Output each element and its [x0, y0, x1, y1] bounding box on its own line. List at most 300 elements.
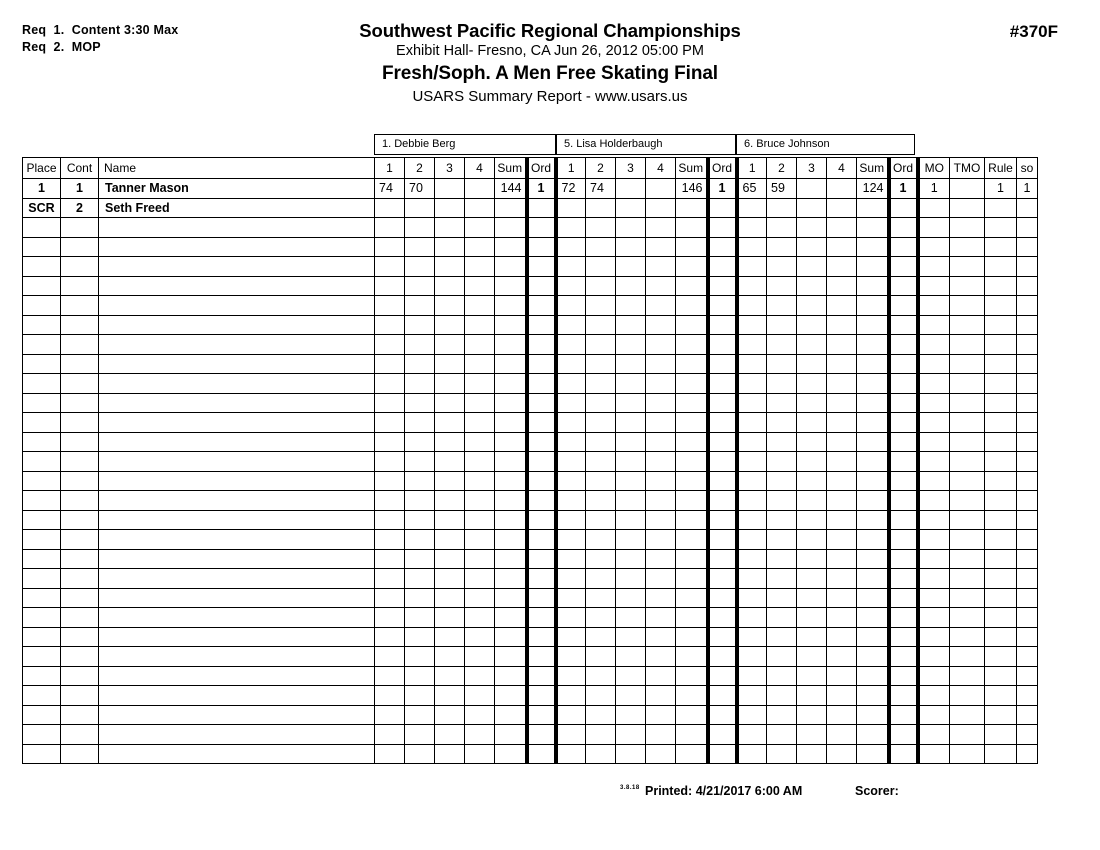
cell-name: [99, 725, 375, 745]
cell-j3-score-2: [767, 705, 797, 725]
cell-j1-ord: [527, 257, 556, 277]
cell-so: [1017, 374, 1038, 394]
cell-j2-score-2: [586, 510, 616, 530]
cell-j1-ord: [527, 198, 556, 218]
cell-j1-sum: [495, 705, 527, 725]
cell-j3-score-1: [737, 413, 767, 433]
cell-j1-sum: [495, 315, 527, 335]
cell-j1-score-1: [375, 374, 405, 394]
cell-j1-ord: [527, 549, 556, 569]
cell-j3-score-2: [767, 530, 797, 550]
cell-j2-score-1: [556, 666, 586, 686]
cell-j1-score-2: [405, 627, 435, 647]
cell-j1-score-2: [405, 276, 435, 296]
cell-j3-sum: [857, 276, 889, 296]
cell-j1-score-3: [435, 569, 465, 589]
cell-name: [99, 549, 375, 569]
cell-name: [99, 452, 375, 472]
cell-j1-score-3: [435, 218, 465, 238]
cell-so: [1017, 471, 1038, 491]
cell-j1-score-3: [435, 393, 465, 413]
cell-tmo: [950, 627, 985, 647]
cell-j2-sum: [676, 257, 708, 277]
table-row: [23, 198, 1038, 218]
cell-j1-score-1: 74: [375, 179, 405, 199]
cell-mo: [918, 686, 950, 706]
table-row-blank: [23, 705, 1038, 725]
cell-j1-ord: [527, 647, 556, 667]
cell-rule: [985, 686, 1017, 706]
cell-j1-score-3: [435, 744, 465, 764]
cell-j2-sum: [676, 296, 708, 316]
cell-j1-score-1: [375, 452, 405, 472]
cell-j3-score-1: [737, 725, 767, 745]
cell-j2-score-1: [556, 491, 586, 511]
cell-j1-score-1: [375, 354, 405, 374]
cell-j1-sum: [495, 530, 527, 550]
col-header-j3-2: 2: [767, 158, 797, 179]
cell-j3-score-4: [827, 237, 857, 257]
cell-j2-score-3: [616, 218, 646, 238]
cell-j3-score-2: [767, 393, 797, 413]
judge-header-3: 6. Bruce Johnson: [736, 134, 915, 155]
cell-place: [23, 627, 61, 647]
cell-j1-score-4: [465, 374, 495, 394]
cell-j3-score-3: [797, 257, 827, 277]
cell-j1-score-1: [375, 432, 405, 452]
cell-j1-score-1: [375, 588, 405, 608]
cell-j2-sum: [676, 647, 708, 667]
cell-mo: [918, 335, 950, 355]
cell-j2-score-1: [556, 393, 586, 413]
cell-j3-ord: [889, 354, 918, 374]
cell-tmo: [950, 354, 985, 374]
table-row-blank: [23, 647, 1038, 667]
cell-j2-ord: [708, 237, 737, 257]
cell-rule: [985, 725, 1017, 745]
cell-j3-ord: [889, 335, 918, 355]
cell-j2-score-3: [616, 257, 646, 277]
cell-j3-ord: [889, 413, 918, 433]
cell-j2-score-1: [556, 354, 586, 374]
cell-tmo: [950, 744, 985, 764]
cell-j3-score-1: [737, 491, 767, 511]
cell-j1-ord: [527, 744, 556, 764]
cell-j3-ord: [889, 276, 918, 296]
cell-j1-sum: [495, 354, 527, 374]
cell-j1-score-2: [405, 744, 435, 764]
cell-j2-ord: [708, 452, 737, 472]
cell-j1-score-4: [465, 686, 495, 706]
cell-j3-score-4: [827, 588, 857, 608]
cell-j3-score-1: [737, 686, 767, 706]
cell-j3-ord: [889, 588, 918, 608]
table-row-blank: [23, 471, 1038, 491]
cell-j1-score-1: [375, 237, 405, 257]
cell-j3-ord: [889, 725, 918, 745]
cell-j2-score-4: [646, 530, 676, 550]
cell-j2-score-2: [586, 218, 616, 238]
cell-j2-sum: [676, 530, 708, 550]
cell-j3-score-4: [827, 647, 857, 667]
cell-j2-ord: [708, 393, 737, 413]
cell-j2-sum: [676, 218, 708, 238]
cell-j3-score-1: [737, 335, 767, 355]
cell-j1-score-2: [405, 471, 435, 491]
col-header-j1-ord: Ord: [527, 158, 556, 179]
cell-mo: [918, 257, 950, 277]
competition-title: Southwest Pacific Regional Championships: [359, 20, 741, 41]
cell-j3-score-4: [827, 218, 857, 238]
cell-mo: [918, 218, 950, 238]
cell-j2-score-4: [646, 354, 676, 374]
table-row-blank: [23, 530, 1038, 550]
cell-j3-score-4: [827, 432, 857, 452]
cell-j2-score-3: [616, 198, 646, 218]
cell-mo: [918, 627, 950, 647]
cell-j1-score-3: [435, 296, 465, 316]
cell-j1-score-1: [375, 705, 405, 725]
cell-j3-score-1: 65: [737, 179, 767, 199]
cell-tmo: [950, 530, 985, 550]
cell-tmo: [950, 276, 985, 296]
cell-j2-score-3: [616, 725, 646, 745]
cell-j1-ord: [527, 374, 556, 394]
cell-j2-ord: [708, 744, 737, 764]
cell-j2-score-3: [616, 608, 646, 628]
cell-j3-score-3: [797, 491, 827, 511]
cell-j2-ord: [708, 608, 737, 628]
cell-j2-score-1: [556, 510, 586, 530]
cell-place: [23, 218, 61, 238]
table-row-blank: [23, 569, 1038, 589]
cell-j1-ord: [527, 452, 556, 472]
cell-j2-ord: [708, 471, 737, 491]
cell-j3-ord: [889, 686, 918, 706]
cell-j3-ord: [889, 744, 918, 764]
cell-j1-ord: [527, 530, 556, 550]
cell-j3-sum: [857, 335, 889, 355]
requirement-line-1: Req 1. Content 3:30 Max: [22, 23, 179, 37]
cell-j1-score-1: [375, 647, 405, 667]
cell-j2-score-4: [646, 471, 676, 491]
cell-cont: [61, 335, 99, 355]
cell-j3-score-4: [827, 257, 857, 277]
cell-j2-score-1: [556, 335, 586, 355]
cell-name: [99, 686, 375, 706]
cell-j3-score-3: [797, 374, 827, 394]
cell-place: [23, 744, 61, 764]
cell-j2-score-1: [556, 627, 586, 647]
cell-mo: [918, 374, 950, 394]
cell-j1-ord: [527, 276, 556, 296]
cell-j1-sum: [495, 218, 527, 238]
cell-cont: [61, 608, 99, 628]
cell-j3-sum: [857, 374, 889, 394]
cell-j2-score-1: [556, 725, 586, 745]
cell-j2-score-2: [586, 374, 616, 394]
cell-cont: [61, 374, 99, 394]
cell-j3-score-1: [737, 569, 767, 589]
cell-place: [23, 725, 61, 745]
cell-cont: [61, 725, 99, 745]
cell-so: [1017, 686, 1038, 706]
cell-j2-score-1: [556, 471, 586, 491]
cell-j3-sum: [857, 471, 889, 491]
cell-place: [23, 666, 61, 686]
cell-j3-sum: 124: [857, 179, 889, 199]
cell-j1-score-2: [405, 686, 435, 706]
cell-rule: [985, 588, 1017, 608]
cell-j2-score-1: [556, 374, 586, 394]
cell-place: [23, 491, 61, 511]
cell-j3-sum: [857, 491, 889, 511]
cell-j1-score-4: [465, 744, 495, 764]
cell-place: [23, 530, 61, 550]
cell-j1-score-1: [375, 393, 405, 413]
cell-j1-ord: [527, 705, 556, 725]
cell-j1-score-4: [465, 218, 495, 238]
cell-j2-sum: [676, 432, 708, 452]
cell-j1-score-4: [465, 530, 495, 550]
cell-so: [1017, 569, 1038, 589]
cell-j2-score-2: [586, 432, 616, 452]
cell-j2-score-3: [616, 179, 646, 199]
cell-j1-score-3: [435, 627, 465, 647]
cell-rule: [985, 237, 1017, 257]
cell-j3-score-2: [767, 413, 797, 433]
cell-j1-score-1: [375, 413, 405, 433]
cell-j1-ord: [527, 725, 556, 745]
cell-j2-score-2: [586, 627, 616, 647]
cell-j2-score-3: [616, 335, 646, 355]
cell-j1-score-1: [375, 218, 405, 238]
cell-j2-ord: 1: [708, 179, 737, 199]
cell-name: [99, 374, 375, 394]
cell-j1-score-2: [405, 218, 435, 238]
cell-name: [99, 276, 375, 296]
cell-place: [23, 510, 61, 530]
cell-name: [99, 510, 375, 530]
cell-j2-score-4: [646, 549, 676, 569]
cell-j3-score-4: [827, 315, 857, 335]
cell-j1-score-4: [465, 257, 495, 277]
cell-j1-score-4: [465, 491, 495, 511]
cell-j1-sum: [495, 588, 527, 608]
cell-j2-score-4: [646, 452, 676, 472]
cell-j1-score-2: [405, 257, 435, 277]
cell-cont: [61, 315, 99, 335]
cell-j2-score-2: [586, 413, 616, 433]
cell-j3-score-3: [797, 276, 827, 296]
cell-cont: [61, 569, 99, 589]
col-header-j1-4: 4: [465, 158, 495, 179]
cell-j3-score-2: [767, 647, 797, 667]
cell-j3-score-4: [827, 374, 857, 394]
cell-j3-score-3: [797, 471, 827, 491]
cell-j2-score-4: [646, 257, 676, 277]
cell-j2-score-2: [586, 725, 616, 745]
cell-name: Seth Freed: [99, 198, 375, 218]
cell-name: [99, 569, 375, 589]
cell-name: [99, 296, 375, 316]
cell-j3-sum: [857, 647, 889, 667]
cell-j2-score-3: [616, 588, 646, 608]
cell-j3-score-3: [797, 744, 827, 764]
report-footer: [0, 783, 1100, 805]
cell-mo: [918, 276, 950, 296]
cell-j1-sum: [495, 744, 527, 764]
cell-tmo: [950, 296, 985, 316]
cell-j2-ord: [708, 569, 737, 589]
cell-j2-sum: [676, 237, 708, 257]
cell-j1-ord: [527, 686, 556, 706]
cell-j1-score-3: [435, 198, 465, 218]
cell-j3-sum: [857, 530, 889, 550]
cell-j3-score-2: [767, 627, 797, 647]
cell-cont: [61, 354, 99, 374]
cell-j3-sum: [857, 686, 889, 706]
cell-cont: [61, 627, 99, 647]
cell-rule: [985, 744, 1017, 764]
cell-j3-ord: [889, 452, 918, 472]
cell-tmo: [950, 588, 985, 608]
cell-name: [99, 647, 375, 667]
cell-j1-score-2: [405, 725, 435, 745]
cell-j3-score-1: [737, 608, 767, 628]
cell-j1-score-4: [465, 471, 495, 491]
cell-j3-score-2: [767, 725, 797, 745]
cell-j1-score-3: [435, 179, 465, 199]
cell-j3-score-4: [827, 569, 857, 589]
cell-j2-score-1: [556, 705, 586, 725]
report-header: [0, 20, 1100, 107]
cell-j3-ord: [889, 569, 918, 589]
cell-j2-score-4: [646, 666, 676, 686]
cell-cont: [61, 296, 99, 316]
cell-so: [1017, 549, 1038, 569]
cell-j2-score-3: [616, 530, 646, 550]
cell-j3-score-2: [767, 666, 797, 686]
cell-j1-sum: [495, 374, 527, 394]
cell-place: [23, 276, 61, 296]
table-row-blank: [23, 549, 1038, 569]
cell-j2-score-3: [616, 510, 646, 530]
cell-j2-score-1: [556, 237, 586, 257]
cell-j2-ord: [708, 374, 737, 394]
cell-j1-score-2: [405, 705, 435, 725]
cell-j3-score-4: [827, 608, 857, 628]
cell-j1-ord: [527, 218, 556, 238]
col-header-rule: Rule: [985, 158, 1017, 179]
cell-mo: [918, 705, 950, 725]
cell-mo: [918, 452, 950, 472]
cell-j3-score-1: [737, 257, 767, 277]
cell-j3-score-3: [797, 569, 827, 589]
cell-j1-score-3: [435, 257, 465, 277]
cell-tmo: [950, 198, 985, 218]
cell-j1-score-1: [375, 257, 405, 277]
cell-j3-score-3: [797, 452, 827, 472]
cell-j1-ord: 1: [527, 179, 556, 199]
cell-place: [23, 588, 61, 608]
cell-j2-score-1: [556, 296, 586, 316]
cell-j3-score-2: [767, 744, 797, 764]
cell-j3-sum: [857, 588, 889, 608]
cell-j3-score-1: [737, 218, 767, 238]
cell-j1-sum: [495, 257, 527, 277]
col-header-j2-2: 2: [586, 158, 616, 179]
cell-j3-score-2: [767, 374, 797, 394]
cell-cont: [61, 413, 99, 433]
cell-j2-sum: [676, 354, 708, 374]
cell-cont: [61, 432, 99, 452]
cell-name: [99, 588, 375, 608]
cell-j2-score-2: [586, 296, 616, 316]
cell-j2-sum: [676, 198, 708, 218]
cell-j3-sum: [857, 237, 889, 257]
cell-j3-score-2: [767, 354, 797, 374]
cell-j3-ord: [889, 374, 918, 394]
cell-j2-score-1: [556, 588, 586, 608]
cell-j1-sum: [495, 647, 527, 667]
cell-j2-ord: [708, 413, 737, 433]
cell-j2-ord: [708, 315, 737, 335]
cell-name: [99, 393, 375, 413]
cell-j2-sum: [676, 686, 708, 706]
cell-j2-score-1: [556, 413, 586, 433]
cell-rule: [985, 413, 1017, 433]
cell-j2-sum: [676, 471, 708, 491]
cell-j2-score-2: [586, 491, 616, 511]
cell-j1-score-2: [405, 296, 435, 316]
cell-rule: [985, 549, 1017, 569]
cell-tmo: [950, 510, 985, 530]
cell-j3-score-4: [827, 510, 857, 530]
cell-j1-score-1: [375, 510, 405, 530]
cell-j1-sum: [495, 432, 527, 452]
cell-j2-score-4: [646, 296, 676, 316]
cell-rule: [985, 608, 1017, 628]
cell-mo: [918, 647, 950, 667]
cell-j2-ord: [708, 510, 737, 530]
cell-j1-ord: [527, 491, 556, 511]
cell-j3-score-1: [737, 549, 767, 569]
cell-cont: [61, 393, 99, 413]
col-header-mo: MO: [918, 158, 950, 179]
cell-j3-score-1: [737, 296, 767, 316]
cell-mo: [918, 432, 950, 452]
cell-j2-sum: [676, 374, 708, 394]
cell-j3-score-2: [767, 452, 797, 472]
cell-j2-score-1: [556, 315, 586, 335]
cell-j3-score-2: [767, 549, 797, 569]
cell-mo: [918, 237, 950, 257]
cell-j2-sum: [676, 315, 708, 335]
cell-name: [99, 218, 375, 238]
cell-j2-score-4: [646, 608, 676, 628]
cell-j3-ord: [889, 608, 918, 628]
cell-tmo: [950, 393, 985, 413]
cell-j2-ord: [708, 705, 737, 725]
cell-j3-score-2: [767, 296, 797, 316]
cell-j1-score-1: [375, 569, 405, 589]
cell-tmo: [950, 608, 985, 628]
cell-cont: [61, 705, 99, 725]
cell-rule: [985, 276, 1017, 296]
cell-j1-ord: [527, 510, 556, 530]
cell-j2-score-3: [616, 276, 646, 296]
